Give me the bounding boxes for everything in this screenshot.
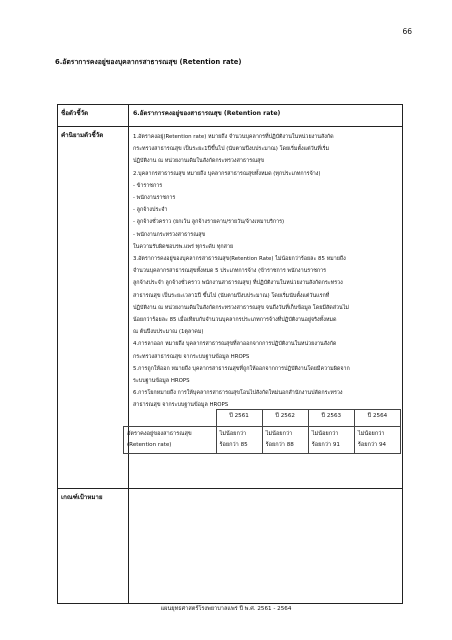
year-header: ปี 2564 xyxy=(354,410,400,427)
target-row-label xyxy=(124,427,217,454)
target-value-line: ไม่น้อยกว่า xyxy=(219,431,247,437)
definition-line: 6.การโยกหมายถึง การให้บุคลากรสาธารณสุขโอนไปสังกัดใหม่นอกสำนักงานปลัดกระทรวง xyxy=(133,390,343,397)
definition-line: 5.การถูกให้ออก หมายถึง บุคลากรสาธารณสุขที่ถูกให้ออกจากการปฏิบัติงานโดยมีความผิดจาก xyxy=(133,365,350,372)
definition-line: ลูกจ้างประจำ ลูกจ้างชั่วคราว พนักงานสาธารณสุข) ที่ปฏิบัติงานในหน่วยงานสังกัดกระทรวง xyxy=(133,280,343,287)
definition-label: คำนิยามตัวชี้วัด xyxy=(58,127,129,488)
year-header: ปี 2561 xyxy=(216,410,262,427)
definition-line: 4.การลาออก หมายถึง บุคลากรสาธารณสุขที่ลาออกจากการปฏิบัติงานในหน่วยงานสังกัด xyxy=(133,341,337,348)
definition-line: ณ ต้นปีงบประมาณ (1ตุลาคม) xyxy=(133,329,204,336)
definition-line: - ข้าราชการ xyxy=(133,182,163,189)
indicator-table xyxy=(57,104,403,604)
definition-line: - พนักงานกระทรวงสาธารณสุข xyxy=(133,231,206,238)
definition-line: - พนักงานราชการ xyxy=(133,195,176,202)
definition-line: ในความรับผิดชอบรพ.แพร่ ทุกระดับ ทุกสาย xyxy=(133,243,234,250)
target-value-line: ไม่น้อยกว่า xyxy=(311,431,339,437)
target-corner-cell xyxy=(124,410,217,427)
target-row-label-line: อัตราคงอยู่ของสาธารณสุข xyxy=(127,431,192,437)
page-footer: แผนยุทธศาสตร์โรงพยาบาลแพร่ ปี พ.ศ. 2561 - 2564 xyxy=(160,606,292,612)
target-value-row xyxy=(124,427,401,454)
target-value-line: ไม่น้อยกว่า xyxy=(265,431,293,437)
definition-line: - ลูกจ้างประจำ xyxy=(133,207,168,214)
definition-line: - ลูกจ้างชั่วคราว (ยกเว้น ลูกจ้างรายคาบ/รายวัน/จ้างเหมาบริการ) xyxy=(133,219,285,226)
indicator-name-label: ชื่อตัวชี้วัด xyxy=(58,105,129,126)
definition-line: จำนวนบุคลากรสาธารณสุขทั้งหมด 5 ประเภทการจ้าง (ข้าราชการ พนักงานราชการ xyxy=(133,268,327,275)
definition-line: ปฏิบัติงาน ณ หน่วยงานเดิมในสังกัดกระทรวงสาธารณสุข จนถึงวันที่เก็บข้อมูล โดยมีสัดส่วนไม่ xyxy=(133,304,349,311)
target-table xyxy=(123,409,401,454)
target-value-line: ร้อยกว่า 88 xyxy=(265,442,294,448)
definition-line: ปฏิบัติงาน ณ หน่วยงานเดิมในสังกัดกระทรวงสาธารณสุข xyxy=(133,158,265,165)
year-header: ปี 2562 xyxy=(262,410,308,427)
target-value-line: ไม่น้อยกว่า xyxy=(357,431,385,437)
criteria-row xyxy=(58,489,402,603)
section-title: 6.อัตราการคงอยู่ของบุคลากรสาธารณสุข (Retention rate) xyxy=(55,58,242,66)
definition-line: น้อยกว่าร้อยละ 85 เมื่อเทียบกับจำนวนบุคลากรประเภทการจ้างที่ปฏิบัติงานอยู่จริงทั้งหมด xyxy=(133,317,337,324)
target-year-row xyxy=(124,410,401,427)
target-value xyxy=(216,427,262,454)
definition-line: 2.บุคลากรสาธารณสุข หมายถึง บุคลากรสาธารณสุขทั้งหมด (ทุกประเภทการจ้าง) xyxy=(133,170,321,177)
target-value xyxy=(308,427,354,454)
target-row-label-line: (Retention rate) xyxy=(127,442,172,448)
indicator-name-row xyxy=(58,105,402,127)
definition-line: กระทรวงสาธารณสุข เป็นระยะ1ปีขึ้นไป (นับตามปีงบประมาณ) โดยเริ่มตั้งแต่วันที่เริ่ม xyxy=(133,146,330,153)
target-value xyxy=(262,427,308,454)
definition-line: ระบบฐานข้อมูล HROPS xyxy=(133,378,190,385)
year-header: ปี 2563 xyxy=(308,410,354,427)
definition-line: สาธารณสุข เป็นระยะเวลา1ปี ขึ้นไป (นับตามปีงบประมาณ) โดยเริ่มนับตั้งแต่วันแรกที่ xyxy=(133,292,330,299)
definition-line: 1.อัตราคงอยู่(Retention rate) หมายถึง จำนวนบุคลากรที่ปฏิบัติงานในหน่วยงานสังกัด xyxy=(133,134,334,140)
page-number: 66 xyxy=(402,27,412,36)
criteria-label: เกณฑ์เป้าหมาย xyxy=(58,489,129,603)
criteria-cell xyxy=(129,489,402,603)
target-value xyxy=(354,427,400,454)
indicator-name-value: 6.อัตราการคงอยู่ของสาธารณสุข (Retention rate) xyxy=(133,110,281,117)
target-value-line: ร้อยกว่า 85 xyxy=(219,442,248,448)
definition-line: 3.อัตราการคงอยู่ของบุคลากรสาธารณสุข(Retention Rate) ไม่น้อยกว่าร้อยละ 85 หมายถึง xyxy=(133,256,346,263)
definition-line: สาธารณสุข จากระบบฐานข้อมูล HROPS xyxy=(133,402,229,409)
target-value-line: ร้อยกว่า 91 xyxy=(311,442,340,448)
target-value-line: ร้อยกว่า 94 xyxy=(357,442,387,448)
definition-line: กระทรวงสาธารณสุข จากระบบฐานข้อมูล HROPS xyxy=(133,353,250,360)
